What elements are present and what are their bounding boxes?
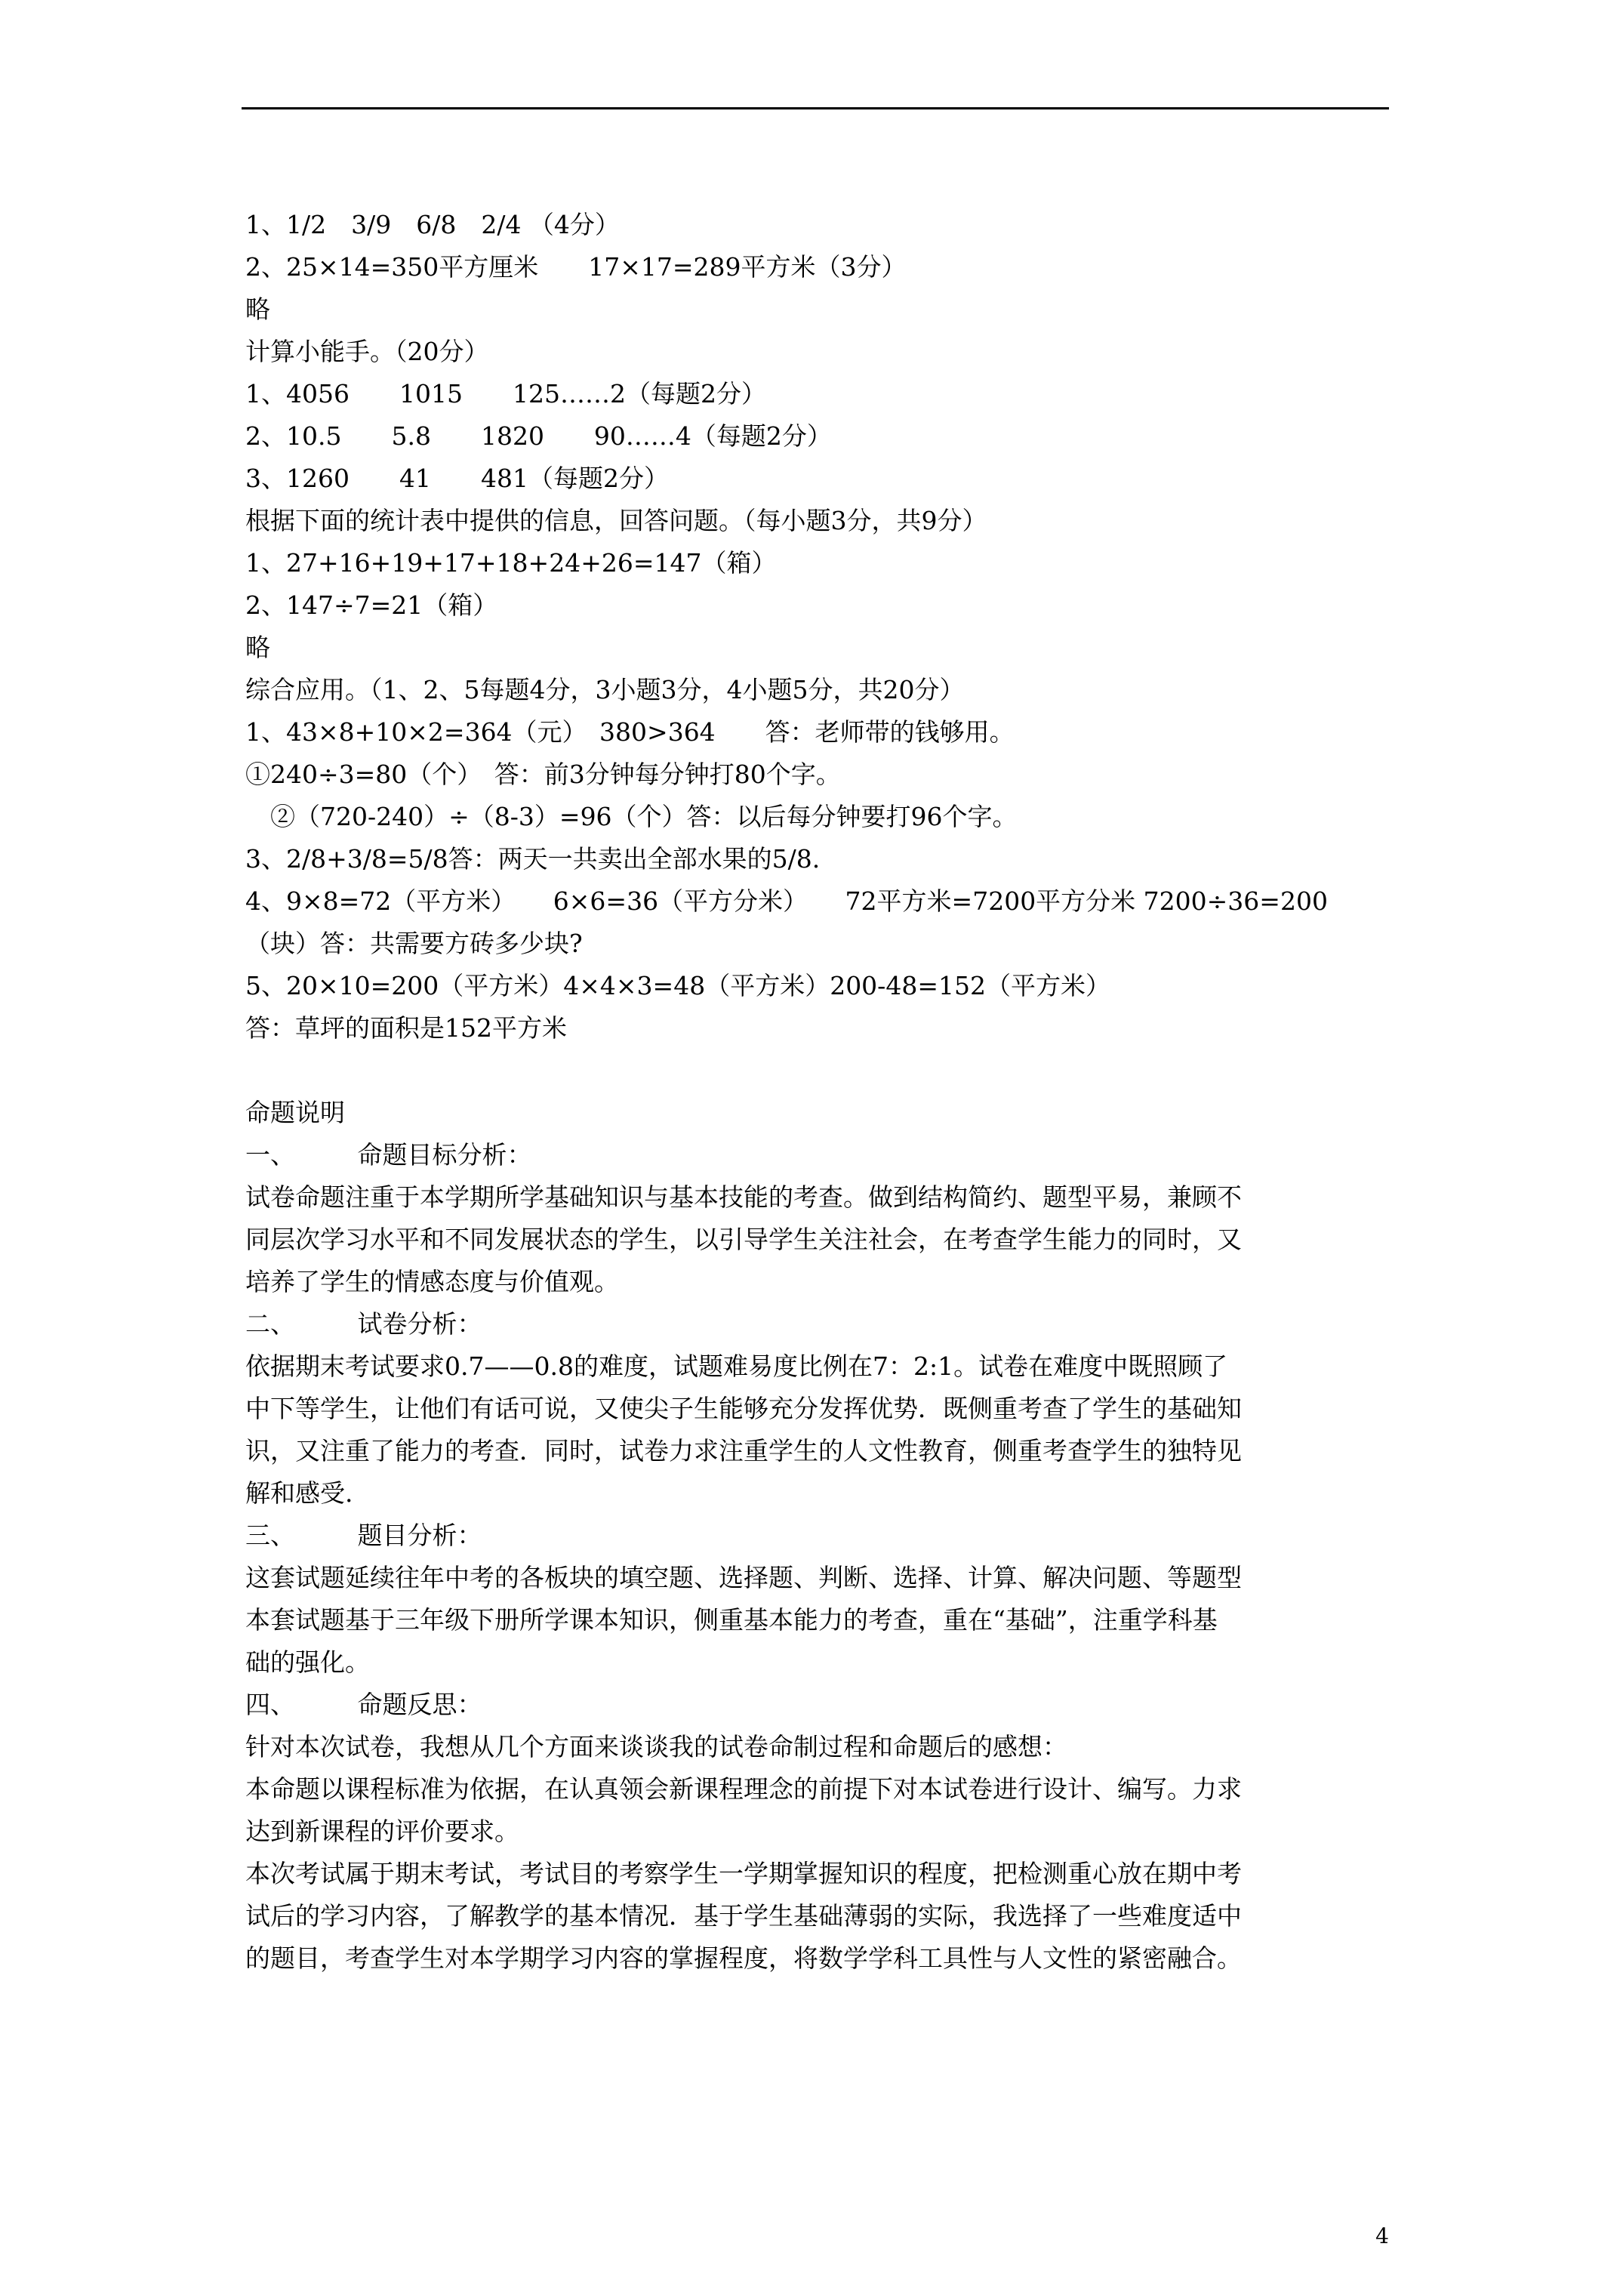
paragraph-line: 的题目，考查学生对本学期学习内容的掌握程度，将数学学科工具性与人文性的紧密融合。 (245, 1943, 1242, 1973)
page-body (245, 204, 1400, 1980)
paragraph-line: 本命题以课程标准为依据，在认真领会新课程理念的前提下对本试卷进行设计、编写。力求 (245, 1774, 1242, 1804)
explanation-heading: 四、 命题反思： (245, 1690, 482, 1719)
paragraph-line: 这套试题延续往年中考的各板块的填空题、选择题、判断、选择、计算、解决问题、等题型 (245, 1563, 1242, 1592)
paragraph-line: 试后的学习内容，了解教学的基本情况．基于学生基础薄弱的实际，我选择了一些难度适中 (245, 1901, 1242, 1931)
section-heading: 计算小能手。（20分） (245, 337, 489, 366)
explanation-section (245, 1092, 1400, 1980)
paragraph-line: 试卷命题注重于本学期所学基础知识与基本技能的考查。做到结构简约、题型平易，兼顾不 (245, 1182, 1242, 1212)
answer-line: 略 (245, 294, 270, 324)
paragraph-line: 本次考试属于期末考试，考试目的考察学生一学期掌握知识的程度，把检测重心放在期中考 (245, 1859, 1242, 1888)
section-heading: 根据下面的统计表中提供的信息，回答问题。（每小题3分，共9分） (245, 506, 987, 535)
answer-line: ②（720-240）÷（8-3）=96（个）答：以后每分钟要打96个字。 (245, 802, 1018, 831)
answer-line: ①240÷3=80（个） 答：前3分钟每分钟打80个字。 (245, 760, 841, 789)
paragraph-line: 达到新课程的评价要求。 (245, 1817, 519, 1846)
answer-line: 2、25×14=350平方厘米 17×17=289平方米（3分） (245, 252, 907, 282)
answer-line: 3、1260 41 481（每题2分） (245, 464, 669, 493)
answer-line: 3、2/8+3/8=5/8答：两天一共卖出全部水果的5/8. (245, 844, 821, 874)
answers-section (245, 204, 1400, 1049)
explanation-title: 命题说明 (245, 1098, 345, 1127)
answer-line: 略 (245, 633, 270, 662)
answer-line: 1、1/2 3/9 6/8 2/4 （4分） (245, 210, 620, 239)
explanation-heading: 一、 命题目标分析： (245, 1140, 532, 1170)
paragraph-line: 解和感受. (245, 1478, 353, 1508)
answer-line: 4、9×8=72（平方米） 6×6=36（平方分米） 72平方米=7200平方分米 7200÷36=200 (245, 886, 1328, 916)
answer-line: （块）答：共需要方砖多少块? (245, 929, 583, 958)
explanation-heading: 二、 试卷分析： (245, 1309, 482, 1339)
paragraph-line: 础的强化。 (245, 1647, 370, 1677)
answer-line: 5、20×10=200（平方米）4×4×3=48（平方米）200-48=152（平方米） (245, 971, 1110, 1000)
answer-line: 1、43×8+10×2=364（元） 380>364 答：老师带的钱够用。 (245, 717, 1015, 747)
section-heading: 综合应用。（1、2、5每题4分，3小题3分，4小题5分，共20分） (245, 675, 965, 704)
paragraph-line: 依据期末考试要求0.7——0.8的难度，试题难易度比例在7：2:1。试卷在难度中既照顾了 (245, 1351, 1228, 1381)
paragraph-line: 同层次学习水平和不同发展状态的学生，以引导学生关注社会，在考查学生能力的同时，又 (245, 1225, 1242, 1254)
answer-line: 1、27+16+19+17+18+24+26=147（箱） (245, 548, 777, 578)
paragraph-line: 培养了学生的情感态度与价值观。 (245, 1267, 619, 1296)
paragraph-line: 识，又注重了能力的考查．同时，试卷力求注重学生的人文性教育，侧重考查学生的独特见 (245, 1436, 1242, 1465)
answer-line: 1、4056 1015 125……2（每题2分） (245, 379, 766, 408)
header-rule (242, 107, 1389, 109)
page-number: 4 (1375, 2224, 1389, 2248)
section-gap (245, 1049, 1400, 1092)
answer-line: 2、147÷7=21（箱） (245, 590, 498, 620)
paragraph-line: 本套试题基于三年级下册所学课本知识，侧重基本能力的考查，重在“基础”，注重学科基 (245, 1605, 1218, 1635)
answer-line: 2、10.5 5.8 1820 90……4（每题2分） (245, 421, 832, 451)
paragraph-line: 针对本次试卷，我想从几个方面来谈谈我的试卷命制过程和命题后的感想： (245, 1732, 1067, 1761)
paragraph-line: 中下等学生，让他们有话可说，又使尖子生能够充分发挥优势．既侧重考查了学生的基础知 (245, 1394, 1242, 1423)
explanation-heading: 三、 题目分析： (245, 1521, 482, 1550)
answer-line: 答：草坪的面积是152平方米 (245, 1013, 567, 1043)
